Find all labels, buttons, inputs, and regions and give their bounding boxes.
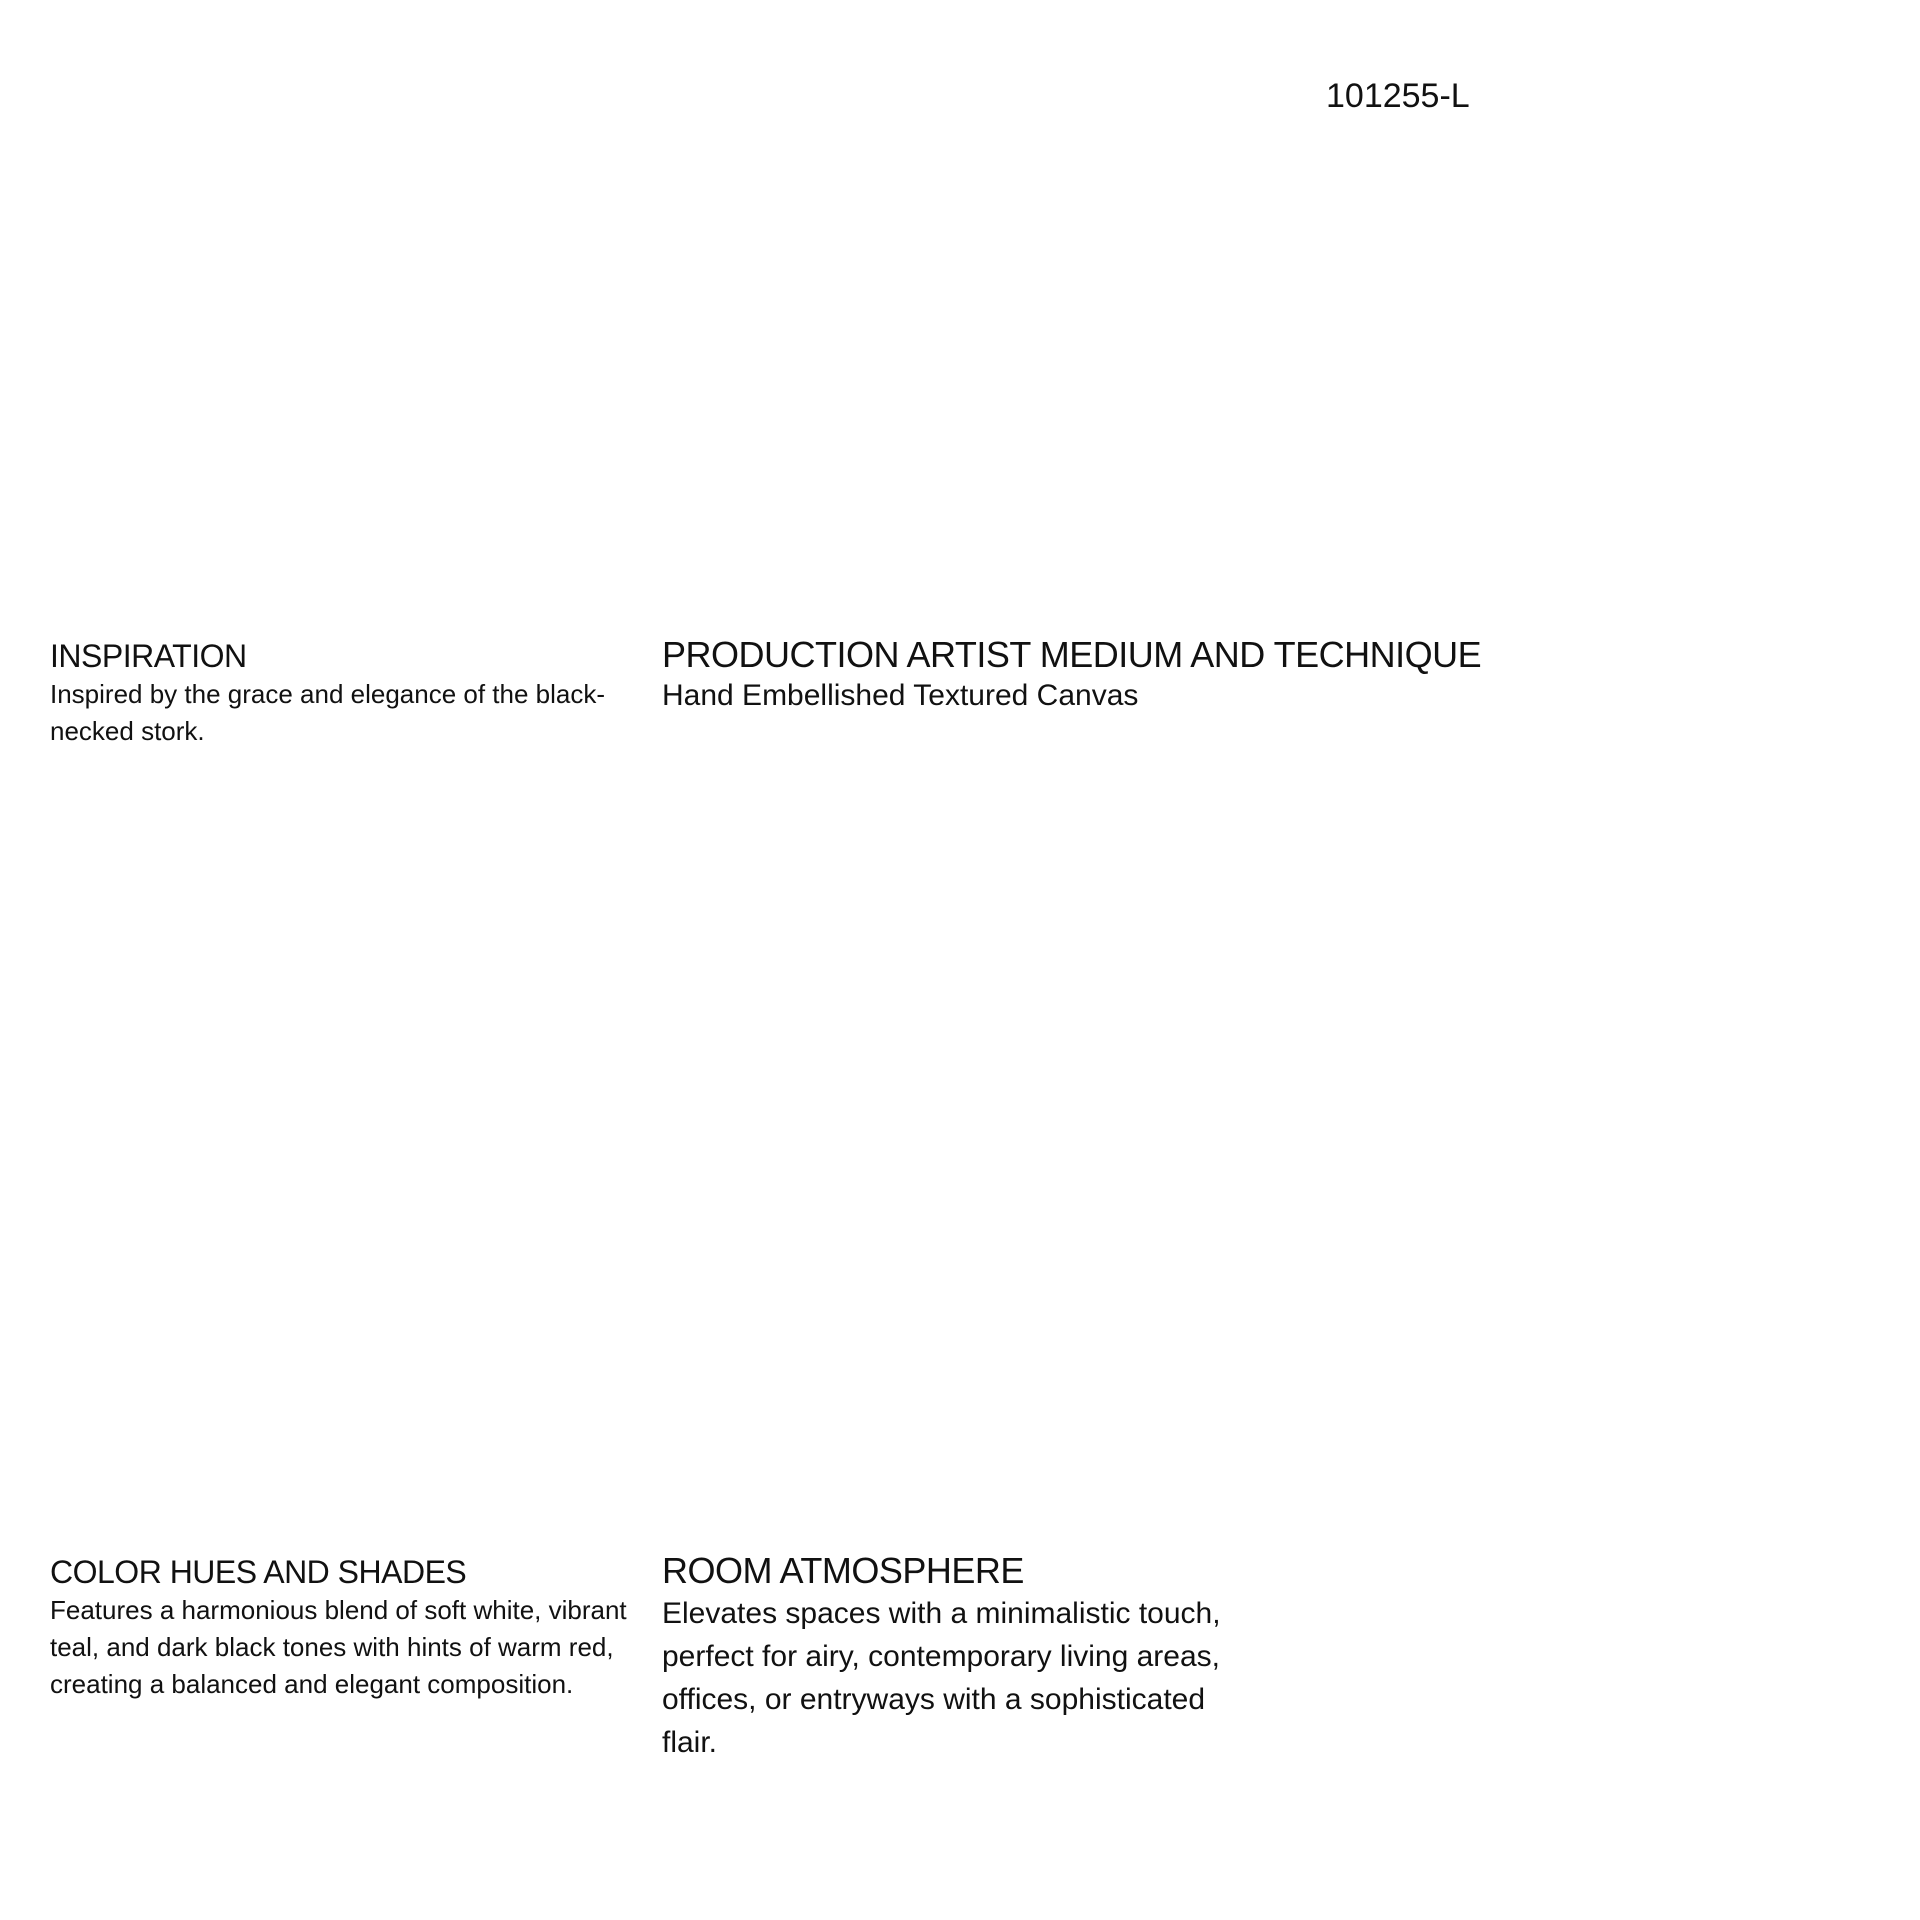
inspiration-text: Inspired by the grace and elegance of the black-necked stork. xyxy=(50,679,606,746)
room-atmosphere-section xyxy=(662,1550,1242,1764)
color-hues-text: Features a harmonious blend of soft white, vibrant teal, and dark black tones with hints of warm red, creating a balanced and elegant composition. xyxy=(50,1595,627,1699)
inspiration-section xyxy=(50,636,640,750)
medium-technique-section xyxy=(662,634,1562,716)
medium-technique-heading: PRODUCTION ARTIST MEDIUM AND TECHNIQUE xyxy=(662,634,1482,675)
color-hues-section xyxy=(50,1552,650,1703)
room-atmosphere-text: Elevates spaces with a minimalistic touch, perfect for airy, contemporary living areas, offices, or entryways with a sophisticated flair. xyxy=(662,1597,1221,1759)
sku-code: 101255-L xyxy=(1326,77,1470,115)
medium-technique-text: Hand Embellished Textured Canvas xyxy=(662,679,1139,712)
inspiration-heading: INSPIRATION xyxy=(50,638,247,674)
room-atmosphere-heading: ROOM ATMOSPHERE xyxy=(662,1550,1024,1591)
color-hues-heading: COLOR HUES AND SHADES xyxy=(50,1554,467,1590)
